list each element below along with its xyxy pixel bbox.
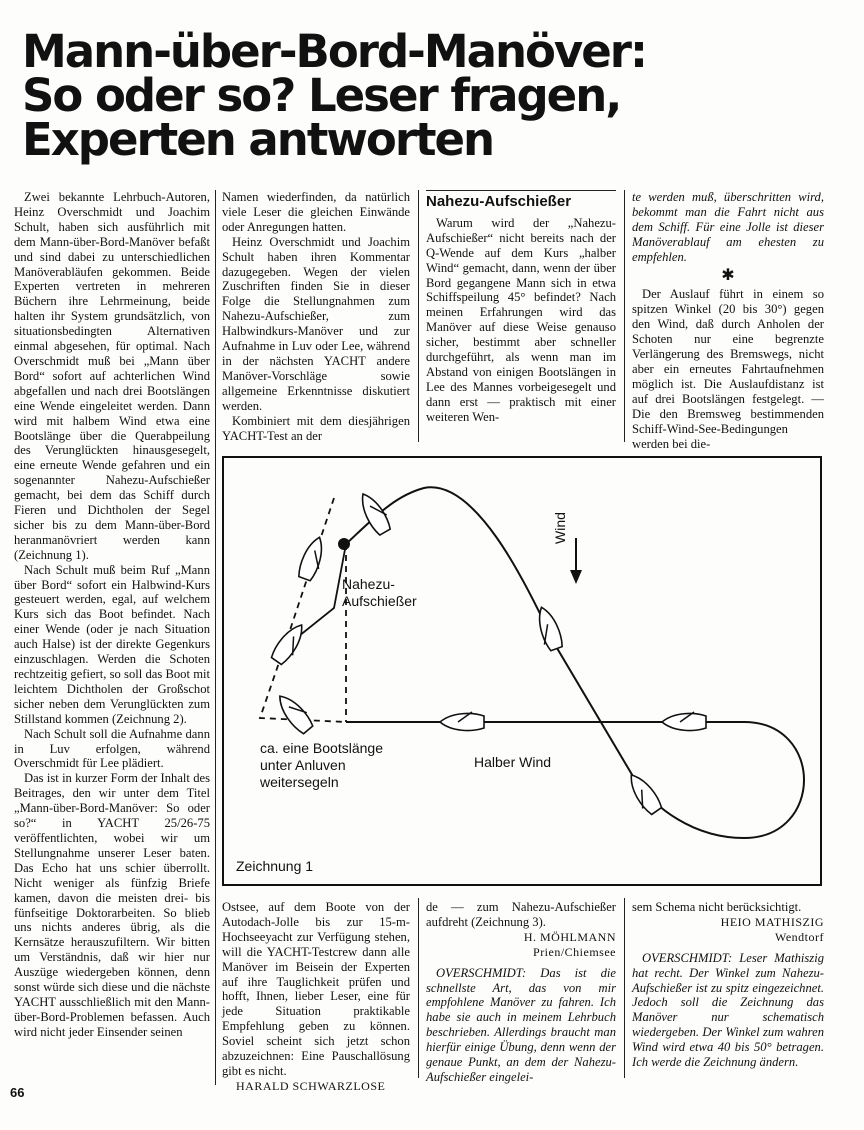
man-overboard-dot: [338, 538, 350, 550]
manoeuvre-diagram: [224, 458, 820, 884]
boat-lower-right: [623, 770, 663, 817]
column-divider-3: [624, 190, 625, 442]
col2-paragraph-2: Heinz Overschmidt und Joachim Schult haben ihren Kommentar dazugegeben. Wegen der vielen Zuschriften finden Sie in dieser Folge die Stellungnahmen zum Nahezu-Aufschießer, zum Halbwindkurs-Manöver und zur Aufnahme in Luv oder Lee, während in der nächsten YACHT andere Manöver-Vorschläge sowie allgemeine Erkenntnisse diskutiert werden.: [222, 234, 410, 413]
signature-schwarzlose: HARALD SCHWARZLOSE: [236, 1078, 386, 1093]
lower2-paragraph-1: Ostsee, auf dem Boote von der Autodach-Jolle bis zur 15-m-Hochseeyacht zur Verfügung stehen, will die YACHT-Testcrew dann alle Manöver im Beisein der Experten auf ihre Tauglichkeit prüfen und hofft, Ihnen, lieber Leser, eine für jede Situation praktikable Empfehlung geben zu können. Soviel scheint sich jetzt schon abzuzeichnen: Eine Pauschallösung gibt es nicht.: [222, 900, 410, 1078]
approach-dashed: [260, 498, 346, 722]
column-divider-4: [418, 898, 419, 1078]
lower4-paragraph-1: sem Schema nicht berücksichtigt.: [632, 900, 802, 914]
col1-paragraph-3: Nach Schult soll die Aufnahme dann in Luv erfolgen, während Overschmidt für Lee plädiert.: [14, 726, 210, 771]
signature-location-wendtorf: Wendtorf: [774, 929, 824, 944]
boat-approach-3: [273, 690, 315, 736]
column-divider-2: [418, 190, 419, 442]
lower3-paragraph-2: OVERSCHMIDT: Das ist die schnellste Art, das von mir empfohlene Manöver zu fahren. Ich habe sie auch in meinem Lehrbuch beschrieben. Allerdings braucht man hierfür einige Übung, denn wenn der genaue Punkt, an dem der Nahezu-Aufschießer eingelei-: [426, 965, 616, 1084]
col4-paragraph-2: Der Auslauf führt in einem so spitzen Winkel (20 bis 30°) gegen den Wind, daß durch Anholen der Schoten nur eine begrenzte Verlängerung des Bremswegs, nicht aber ein erneutes Fahrtaufnehmen möglich ist. Die Auslaufdistanz ist auf drei Bootslängen festgelegt. — Die den Bremsweg bestimmenden Schiff-Wind-See-Bedingungen werden bei die-: [632, 287, 824, 451]
headline-line-3: Experten antworten: [22, 113, 494, 166]
nahezu-label: [342, 576, 417, 610]
wind-label: Wind: [552, 512, 568, 544]
col2-paragraph-1: Namen wiederfinden, da natürlich viele Leser die gleichen Einwände oder Anregungen hatten.: [222, 190, 410, 234]
nahezu-label-line-1: Nahezu-: [342, 576, 395, 592]
boat-right-upper: [532, 604, 564, 652]
col3-paragraph-1: Warum wird der „Nahezu-Aufschießer“ nicht bereits nach der Q-Wende auf dem Kurs „halber Wind“ gemacht, dann, wenn der über Bord gegangene Mann sich in etwa Schiffspeilung 45° befindet? Nach meinen Erfahrungen wird das Manöver auf diese Weise genauso sicher, bestimmt aber schneller durchgeführt, als wenn man im Abstand von einigen Bootslängen in Lee des Mannes vorbeigesegelt und dann erst — praktisch mit einer weiteren Wen-: [426, 215, 616, 424]
bootslaenge-line-2: unter Anluven: [260, 757, 346, 773]
bootslaenge-line-1: ca. eine Bootslänge: [260, 740, 383, 756]
figure-caption: Zeichnung 1: [236, 858, 314, 874]
headline-line-1: Mann-über-Bord-Manöver:: [22, 25, 646, 78]
headline-line-2: So oder so? Leser fragen,: [22, 69, 621, 122]
signature-moehlmann: H. MÖHLMANN: [523, 929, 616, 944]
headline: [22, 25, 842, 166]
column-4: [632, 190, 824, 451]
star-divider: ✱: [721, 266, 735, 284]
boat-halber-wind-right: [662, 712, 706, 730]
bootslaenge-line-3: weitersegeln: [260, 774, 339, 790]
boat-approach-2: [269, 620, 309, 667]
lower3-paragraph-1: de — zum Nahezu-Aufschießer aufdreht (Zeichnung 3).: [426, 900, 616, 929]
lower4-paragraph-2: OVERSCHMIDT: Leser Mathiszig hat recht. Der Winkel zum Nahezu-Aufschießer ist zu spitz eingezeichnet. Jedoch soll die Zeichnung das Manöver nur schematisch wiedergeben. Der Winkel zum wahren Wind wird etwa 40 bis 50° betragen. Ich werde die Zeichnung ändern.: [632, 950, 824, 1070]
section-heading: Nahezu-Aufschießer: [426, 193, 572, 210]
page-number: 66: [10, 1085, 25, 1100]
halber-wind-label: Halber Wind: [474, 754, 552, 770]
boat-halber-wind-left: [440, 712, 484, 730]
heading-rule: [426, 190, 616, 191]
col1-paragraph-4: Das ist in kurzer Form der Inhalt des Beitrages, den wir unter dem Titel „Mann-über-Bord-Manöver: So oder so?“ in YACHT 25/26-75 veröffentlichten, wobei wir um Stellungnahme unserer Leser baten. Das Echo hat uns schier überrollt. Nicht weniger als fünfzig Briefe kamen, davon die meisten drei- bis fünfseitige Doktorarbeiten. So blieb uns nichts anderes übrig, als die Kernsätze herauszufiltern. Wir bitten um Verständnis, daß wir hier nur Auszüge wiedergeben können, denn sonst würde sich diese und die nächste YACHT ausschließlich mit den Mann-über-Bord-Problemen befassen. Auch wird nicht jeder Einsender seinen: [14, 771, 210, 1039]
column-3: [426, 190, 616, 425]
col2-paragraph-3: Kombiniert mit dem diesjährigen YACHT-Test an der: [222, 413, 410, 443]
figure-zeichnung-1: [222, 456, 822, 886]
nahezu-label-line-2: Aufschießer: [342, 593, 417, 609]
wind-arrow-head: [570, 570, 582, 584]
lower-column-4: [632, 900, 824, 1070]
col1-paragraph-1: Zwei bekannte Lehrbuch-Autoren, Heinz Overschmidt und Joachim Schult, haben sich ausführlich mit dem Mann-über-Bord-Manöver befaßt und sind dabei zu unterschiedlichen Manöverabläufen gekommen. Beide Experten vertreten in mehreren Büchern ihre Lehrmeinung, beide halten ihr System grundsätzlich, von situationsbedingten Alternativen einmal abgesehen, für optimal. Nach Overschmidt muß bei „Mann über Bord“ sofort auf achterlichen Wind abgefallen und nach drei Bootslängen eine Wende eingeleitet werden. Dann wird mit halbem Wind etwa eine Bootslänge über die Querabpeilung des Verunglückten hinausgesegelt, eine erneute Wende gefahren und ein sogenannter Nahezu-Aufschießer gemacht, bei dem das Schiff durch Fieren und Dichtholen der Segel sicher bis zu dem Mann-über-Bord heranmanövriert werden kann (Zeichnung 1).: [14, 190, 210, 562]
column-2: [222, 190, 410, 443]
col1-paragraph-2: Nach Schult muß beim Ruf „Mann über Bord“ sofort ein Halbwind-Kurs gesteuert werden, egal, auf welchem Kurs sich das Boot befindet. Nach einer Wende (oder je nach Situation auch Halse) ist der direkte Gegenkurs einzuschlagen. Werden die Schoten rechtzeitig gefiert, so soll das Boot mit leichtem Dichtholen der Großschot sicher neben dem Verunglückten zum Stillstand kommen (Zeichnung 2).: [14, 562, 210, 726]
boat-approach-1: [296, 534, 328, 582]
bootslaenge-label: [260, 740, 383, 791]
signature-location-prien: Prien/Chiemsee: [533, 944, 616, 959]
column-1: [14, 190, 210, 1040]
col4-paragraph-1: te werden muß, überschritten wird, bekommt man die Fahrt nicht aus dem Schiff. Für eine Jolle ist dieser Manöverablauf am ehesten zu empfehlen.: [632, 190, 824, 264]
signature-mathiszig: HEIO MATHISZIG: [720, 914, 824, 929]
column-divider-5: [624, 898, 625, 1078]
lower-column-2: [222, 900, 410, 1094]
lower-column-3: [426, 900, 616, 1085]
column-divider-1: [215, 190, 216, 1085]
